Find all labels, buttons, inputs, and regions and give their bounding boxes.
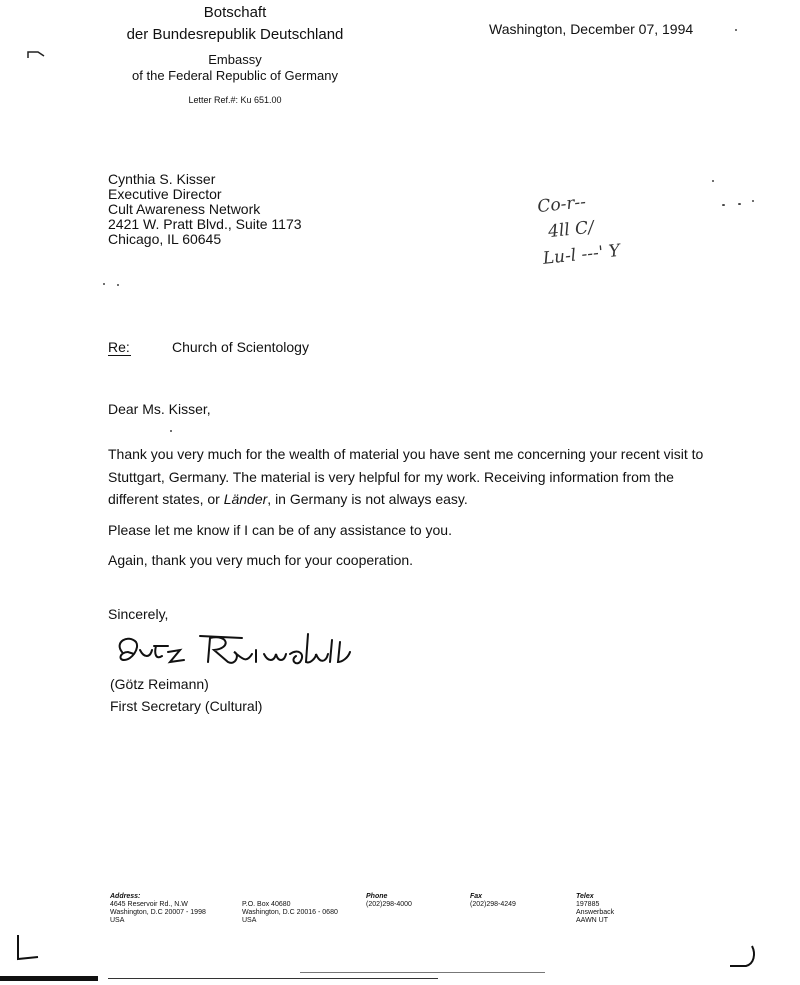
speck [712, 180, 714, 182]
recipient-street: 2421 W. Pratt Blvd., Suite 1173 [108, 216, 302, 232]
speck [752, 200, 754, 202]
footer-fax: Fax (202)298-4249 [470, 893, 516, 908]
salutation: Dear Ms. Kisser, [108, 401, 211, 417]
letterhead-bundesrepublik: der Bundesrepublik Deutschland [126, 26, 344, 43]
letter-reference: Letter Ref.#: Ku 651.00 [188, 95, 282, 105]
letterhead-embassy: Embassy [208, 52, 262, 67]
speck [735, 29, 737, 31]
re-subject: Church of Scientology [172, 339, 309, 355]
letterhead-federal-republic: of the Federal Republic of Germany [132, 68, 338, 83]
recipient-city: Chicago, IL 60645 [108, 231, 222, 247]
scan-edge-bar [0, 976, 98, 981]
letterhead-botschaft: Botschaft [203, 4, 267, 21]
corner-mark-right [726, 944, 760, 974]
handwritten-note: Co-r-- 4ll C/ Lu-l ---' Y [536, 192, 621, 269]
re-underline [108, 355, 131, 356]
recipient-name: Cynthia S. Kisser [108, 171, 216, 187]
margin-mark [26, 48, 48, 62]
scan-edge-line [108, 978, 438, 979]
footer-pobox: P.O. Box 40680 Washington, D.C 20016 - 0680 USA [242, 901, 338, 924]
footer-address: Address: 4645 Reservoir Rd., N.W Washington, D.C 20007 - 1998 USA [110, 893, 206, 924]
corner-mark-left [12, 933, 42, 963]
handwritten-signature [110, 628, 360, 673]
closing: Sincerely, [108, 606, 169, 622]
body-paragraph-1: Thank you very much for the wealth of material you have sent me concerning your recent visit to Stuttgart, Germany. The material is very helpful for my work. Receiving information from the different states, or Länder, in Germany is not always easy. [108, 446, 704, 507]
speck [738, 203, 741, 205]
footer-phone: Phone (202)298-4000 [366, 893, 412, 908]
body-paragraph-2: Please let me know if I can be of any assistance to you. [108, 521, 452, 538]
re-label: Re: [108, 339, 130, 355]
body-paragraph-3: Again, thank you very much for your cooperation. [108, 552, 414, 568]
speck [117, 284, 119, 286]
letter-body [108, 443, 718, 580]
recipient-address [108, 172, 302, 247]
speck [103, 283, 105, 285]
speck [722, 204, 725, 206]
signer-block [110, 673, 262, 717]
scan-edge-line-2 [300, 972, 545, 973]
recipient-title: Executive Director [108, 186, 222, 202]
speck [170, 430, 172, 432]
recipient-organization: Cult Awareness Network [108, 201, 261, 217]
signer-title: First Secretary (Cultural) [110, 698, 263, 714]
footer-telex: Telex 197885 Answerback AAWN UT [576, 893, 615, 924]
signer-name: (Götz Reimann) [110, 676, 209, 692]
letter-date: Washington, December 07, 1994 [489, 21, 694, 37]
